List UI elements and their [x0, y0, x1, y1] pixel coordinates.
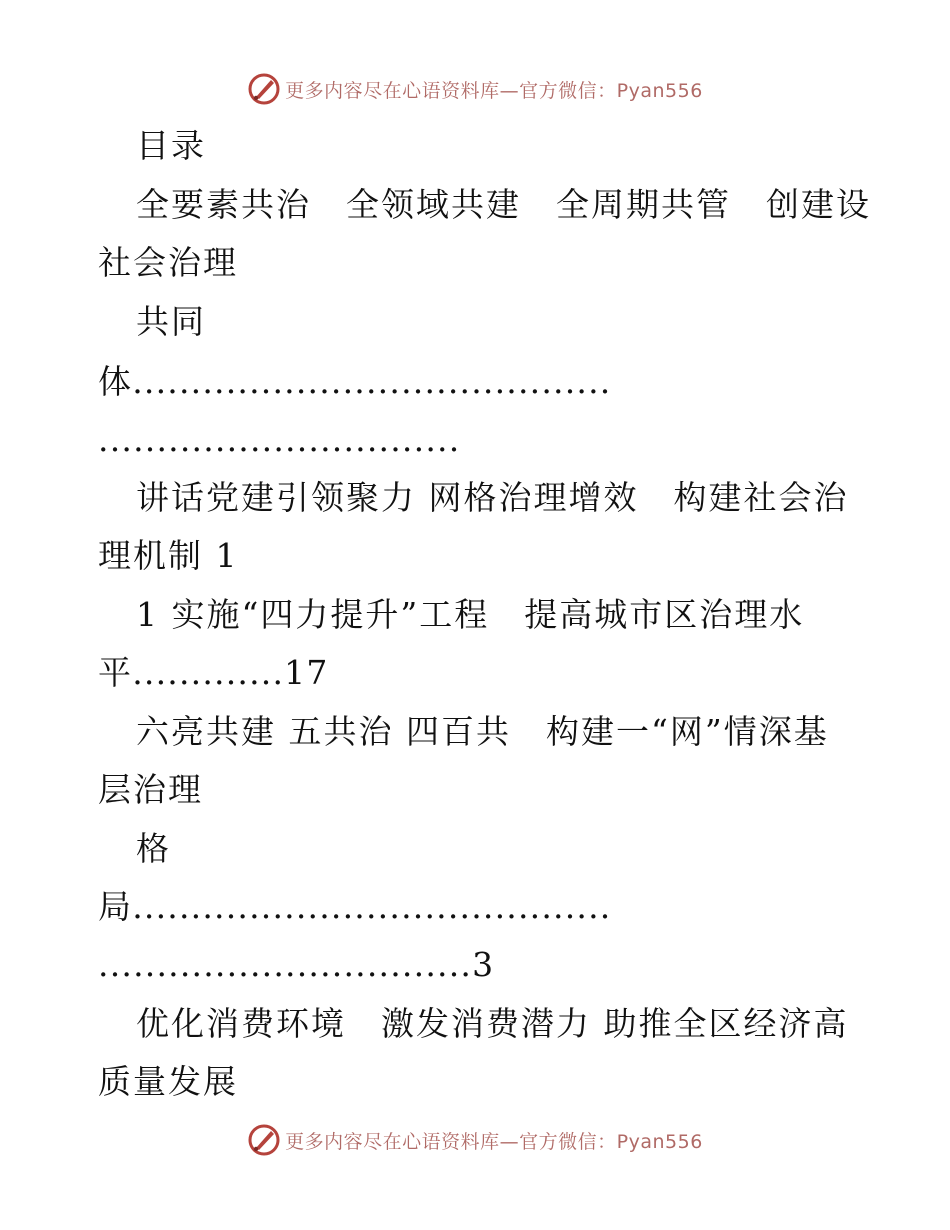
watermark-text: 更多内容尽在心语资料库—官方微信：Pyan556	[285, 79, 703, 102]
toc-line: 讲话党建引领聚力 网格治理增效 构建社会治	[136, 478, 849, 517]
toc-line: 体.........................................	[98, 362, 612, 401]
toc-line: 六亮共建 五共治 四百共 构建一“网”情深基	[136, 712, 829, 751]
toc-line: 优化消费环境 激发消费潜力 助推全区经济高	[136, 1004, 849, 1043]
watermark-header	[0, 72, 950, 106]
toc-line: ................................3	[98, 945, 495, 984]
watermark-text: 更多内容尽在心语资料库—官方微信：Pyan556	[285, 1130, 703, 1153]
toc-line: 共同	[136, 302, 206, 341]
toc-line: 社会治理	[98, 243, 238, 282]
toc-line: 理机制 1	[98, 536, 239, 575]
toc-line: 1 实施“四力提升”工程 提高城市区治理水	[136, 595, 805, 634]
watermark-footer	[0, 1123, 950, 1157]
toc-line: 平.............17	[98, 653, 329, 692]
toc-line: 层治理	[98, 770, 203, 809]
toc-heading: 目录	[136, 126, 206, 165]
toc-line: 局.........................................	[98, 887, 612, 926]
pen-logo-icon	[247, 72, 281, 106]
toc-line: 质量发展	[98, 1062, 238, 1101]
toc-line: ...............................	[98, 420, 461, 459]
toc-line: 格	[136, 829, 171, 868]
toc-line: 全要素共治 全领域共建 全周期共管 创建设	[136, 185, 871, 224]
pen-logo-icon	[247, 1123, 281, 1157]
